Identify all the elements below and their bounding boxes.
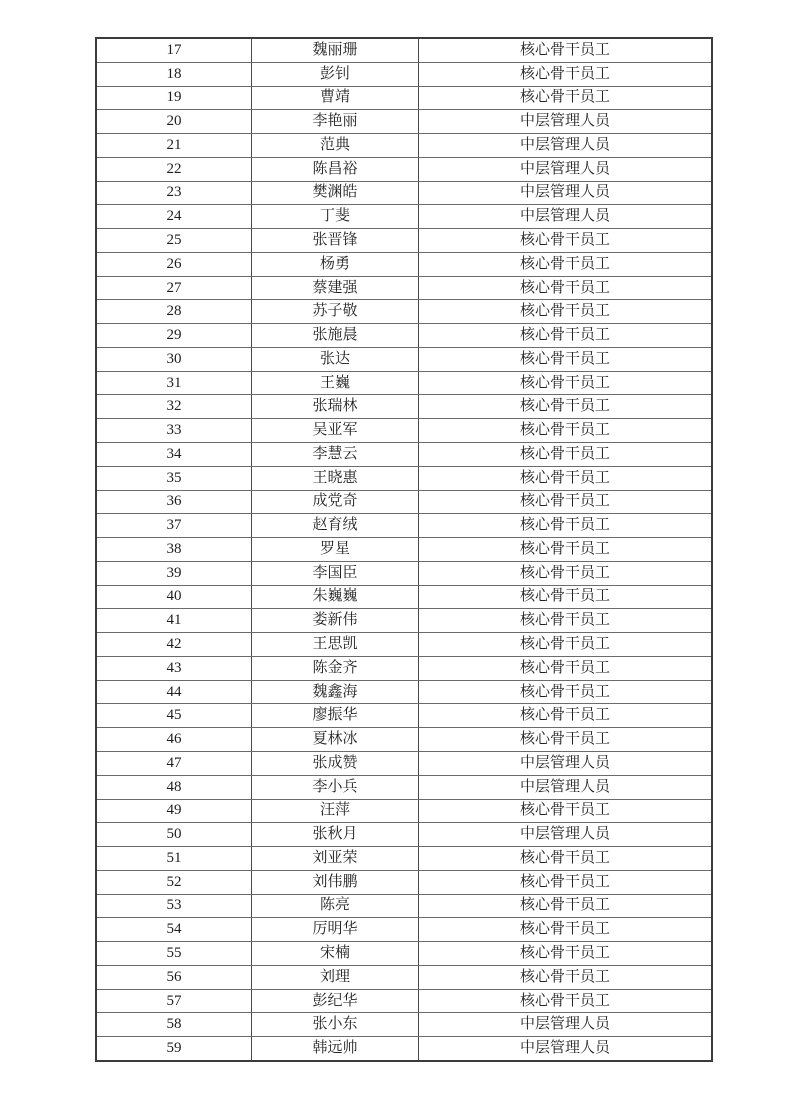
row-name-cell: 魏鑫海	[252, 681, 419, 704]
row-category-cell: 核心骨干员工	[519, 944, 610, 961]
table-row	[97, 704, 711, 728]
row-name-cell: 蔡建强	[252, 277, 419, 300]
table-row	[97, 443, 711, 467]
row-category-cell: 核心骨干员工	[519, 921, 610, 938]
row-name-cell: 陈金齐	[252, 657, 419, 680]
row-name-cell: 樊渊皓	[252, 182, 419, 205]
table-row	[97, 277, 711, 301]
table-row	[97, 395, 711, 419]
row-name-cell: 朱巍巍	[252, 586, 419, 609]
row-index-cell: 51	[97, 847, 252, 870]
row-category-cell: 核心骨干员工	[519, 445, 610, 462]
row-category-cell: 核心骨干员工	[519, 564, 610, 581]
row-index-cell: 36	[97, 491, 252, 514]
row-category-cell: 核心骨干员工	[519, 540, 610, 557]
row-index-cell: 19	[97, 87, 252, 110]
table-row	[97, 895, 711, 919]
table-row	[97, 253, 711, 277]
row-category-cell: 中层管理人员	[519, 826, 610, 843]
row-name-cell: 杨勇	[252, 253, 419, 276]
row-category-cell: 中层管理人员	[519, 778, 610, 795]
row-index-cell: 52	[97, 871, 252, 894]
row-category-cell: 核心骨干员工	[519, 731, 610, 748]
table-row	[97, 205, 711, 229]
row-index-cell: 27	[97, 277, 252, 300]
row-index-cell: 35	[97, 467, 252, 490]
row-index-cell: 58	[97, 1013, 252, 1036]
table-row	[97, 39, 711, 63]
row-name-cell: 厉明华	[252, 918, 419, 941]
row-category-cell: 核心骨干员工	[519, 469, 610, 486]
row-index-cell: 23	[97, 182, 252, 205]
table-row	[97, 1037, 711, 1060]
table-row	[97, 586, 711, 610]
row-category-cell: 中层管理人员	[519, 113, 610, 130]
row-name-cell: 刘伟鹏	[252, 871, 419, 894]
row-category-cell: 核心骨干员工	[519, 707, 610, 724]
row-category-cell: 核心骨干员工	[519, 65, 610, 82]
table-row	[97, 752, 711, 776]
row-category-cell: 核心骨干员工	[519, 493, 610, 510]
row-category-cell: 中层管理人员	[519, 1040, 610, 1057]
table-row	[97, 942, 711, 966]
table-row	[97, 800, 711, 824]
table-row	[97, 158, 711, 182]
table-row	[97, 847, 711, 871]
row-category-cell: 核心骨干员工	[519, 992, 610, 1009]
table-row	[97, 728, 711, 752]
row-index-cell: 25	[97, 229, 252, 252]
row-category-cell: 核心骨干员工	[519, 422, 610, 439]
row-category-cell: 核心骨干员工	[519, 374, 610, 391]
row-name-cell: 刘亚荣	[252, 847, 419, 870]
row-category-cell: 核心骨干员工	[519, 303, 610, 320]
row-index-cell: 55	[97, 942, 252, 965]
row-name-cell: 王晓惠	[252, 467, 419, 490]
row-category-cell: 核心骨干员工	[519, 683, 610, 700]
row-category-cell: 核心骨干员工	[519, 41, 610, 58]
row-name-cell: 彭钊	[252, 63, 419, 86]
row-category-cell: 核心骨干员工	[519, 232, 610, 248]
row-index-cell: 43	[97, 657, 252, 680]
table-row	[97, 110, 711, 134]
row-category-cell: 中层管理人员	[519, 754, 610, 771]
table-row	[97, 63, 711, 87]
table-row	[97, 348, 711, 372]
row-index-cell: 47	[97, 752, 252, 775]
row-category-cell: 核心骨干员工	[519, 350, 610, 367]
row-index-cell: 39	[97, 562, 252, 585]
table-row	[97, 918, 711, 942]
row-name-cell: 李慧云	[252, 443, 419, 466]
row-index-cell: 48	[97, 776, 252, 799]
table-row	[97, 562, 711, 586]
row-index-cell: 24	[97, 205, 252, 228]
row-name-cell: 王巍	[252, 372, 419, 395]
row-index-cell: 45	[97, 704, 252, 727]
employee-table	[95, 37, 713, 1062]
row-index-cell: 34	[97, 443, 252, 466]
row-name-cell: 张晋锋	[252, 229, 419, 252]
row-index-cell: 26	[97, 253, 252, 276]
table-row	[97, 990, 711, 1014]
table-row	[97, 324, 711, 348]
table-row	[97, 633, 711, 657]
row-index-cell: 40	[97, 586, 252, 609]
row-category-cell: 核心骨干员工	[519, 612, 610, 629]
row-name-cell: 汪萍	[252, 800, 419, 823]
row-index-cell: 22	[97, 158, 252, 181]
row-index-cell: 46	[97, 728, 252, 751]
row-name-cell: 韩远帅	[252, 1037, 419, 1060]
row-index-cell: 29	[97, 324, 252, 347]
table-row	[97, 823, 711, 847]
row-name-cell: 曹靖	[252, 87, 419, 110]
table-row	[97, 538, 711, 562]
row-name-cell: 赵育绒	[252, 514, 419, 537]
row-name-cell: 范典	[252, 134, 419, 157]
row-category-cell: 中层管理人员	[519, 136, 610, 153]
row-index-cell: 18	[97, 63, 252, 86]
table-row	[97, 776, 711, 800]
table-row	[97, 229, 711, 253]
row-name-cell: 彭纪华	[252, 990, 419, 1013]
row-name-cell: 张施晨	[252, 324, 419, 347]
row-category-cell: 中层管理人员	[519, 184, 610, 201]
row-index-cell: 32	[97, 395, 252, 418]
table-row	[97, 1013, 711, 1037]
table-row	[97, 87, 711, 111]
table-row	[97, 372, 711, 396]
row-name-cell: 张成赞	[252, 752, 419, 775]
row-index-cell: 31	[97, 372, 252, 395]
row-index-cell: 30	[97, 348, 252, 371]
row-name-cell: 刘理	[252, 966, 419, 989]
row-name-cell: 陈昌裕	[252, 158, 419, 181]
row-category-cell: 核心骨干员工	[519, 327, 610, 344]
row-index-cell: 20	[97, 110, 252, 133]
row-category-cell: 核心骨干员工	[519, 588, 610, 605]
table-row	[97, 491, 711, 515]
table-row	[97, 514, 711, 538]
table-row	[97, 657, 711, 681]
row-category-cell: 核心骨干员工	[519, 659, 610, 676]
row-index-cell: 44	[97, 681, 252, 704]
row-index-cell: 50	[97, 823, 252, 846]
row-name-cell: 苏子敬	[252, 300, 419, 323]
row-name-cell: 张达	[252, 348, 419, 371]
table-row	[97, 134, 711, 158]
row-name-cell: 罗星	[252, 538, 419, 561]
row-index-cell: 21	[97, 134, 252, 157]
row-name-cell: 李艳丽	[252, 110, 419, 133]
row-index-cell: 59	[97, 1037, 252, 1060]
row-name-cell: 张小东	[252, 1013, 419, 1036]
table-row	[97, 609, 711, 633]
table-row	[97, 681, 711, 705]
row-index-cell: 38	[97, 538, 252, 561]
row-category-cell: 核心骨干员工	[519, 873, 610, 890]
row-name-cell: 夏林冰	[252, 728, 419, 751]
row-name-cell: 娄新伟	[252, 609, 419, 632]
row-category-cell: 核心骨干员工	[519, 968, 610, 985]
row-index-cell: 17	[97, 39, 252, 62]
row-index-cell: 53	[97, 895, 252, 918]
table-row	[97, 966, 711, 990]
row-name-cell: 成党奇	[252, 491, 419, 514]
row-index-cell: 49	[97, 800, 252, 823]
row-category-cell: 中层管理人员	[519, 160, 610, 177]
row-name-cell: 魏丽珊	[252, 39, 419, 62]
row-category-cell: 中层管理人员	[519, 208, 610, 225]
table-row	[97, 182, 711, 206]
row-index-cell: 41	[97, 609, 252, 632]
row-index-cell: 57	[97, 990, 252, 1013]
row-index-cell: 56	[97, 966, 252, 989]
row-name-cell: 宋楠	[252, 942, 419, 965]
row-index-cell: 37	[97, 514, 252, 537]
table-row	[97, 467, 711, 491]
table-row	[97, 300, 711, 324]
row-name-cell: 丁斐	[252, 205, 419, 228]
row-name-cell: 王思凯	[252, 633, 419, 656]
row-index-cell: 54	[97, 918, 252, 941]
row-index-cell: 33	[97, 419, 252, 442]
row-category-cell: 核心骨干员工	[519, 802, 610, 819]
row-category-cell: 中层管理人员	[519, 1016, 610, 1033]
row-category-cell: 核心骨干员工	[519, 517, 610, 534]
row-index-cell: 42	[97, 633, 252, 656]
row-name-cell: 李小兵	[252, 776, 419, 799]
row-name-cell: 张秋月	[252, 823, 419, 846]
row-name-cell: 张瑞林	[252, 395, 419, 418]
row-category-cell: 核心骨干员工	[519, 89, 610, 106]
table-row	[97, 419, 711, 443]
row-category-cell: 核心骨干员工	[519, 849, 610, 866]
row-category-cell: 核心骨干员工	[519, 897, 610, 914]
row-name-cell: 陈亮	[252, 895, 419, 918]
row-category-cell: 核心骨干员工	[519, 398, 610, 415]
row-category-cell: 核心骨干员工	[519, 279, 610, 296]
row-category-cell: 核心骨干员工	[519, 255, 610, 272]
row-name-cell: 廖振华	[252, 704, 419, 727]
row-index-cell: 28	[97, 300, 252, 323]
row-name-cell: 吴亚军	[252, 419, 419, 442]
row-name-cell: 李国臣	[252, 562, 419, 585]
row-category-cell: 核心骨干员工	[519, 636, 610, 653]
table-row	[97, 871, 711, 895]
